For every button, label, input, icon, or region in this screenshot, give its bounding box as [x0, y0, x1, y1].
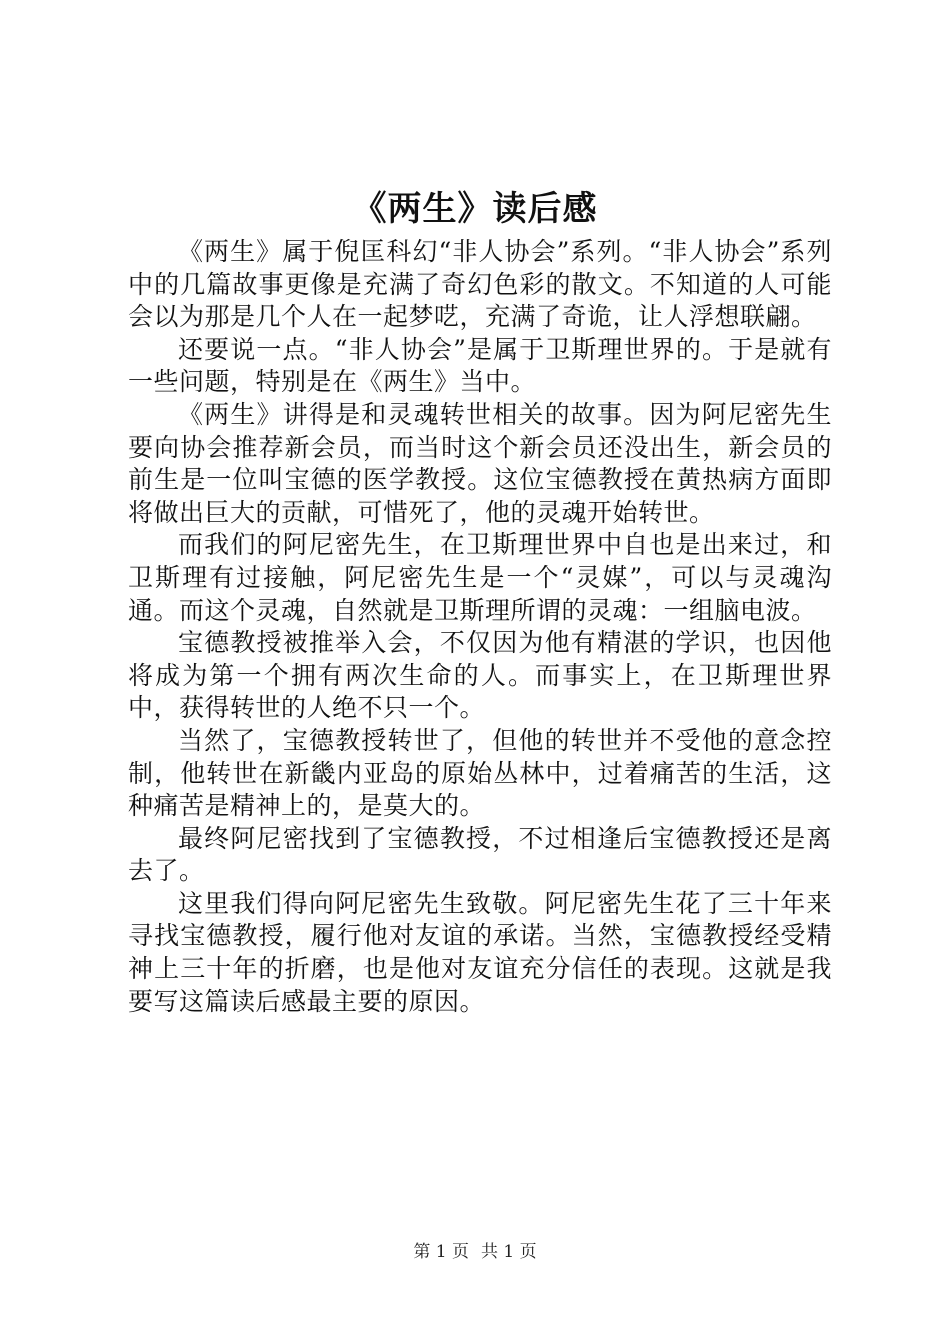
page-number: 第 1 页 [413, 1242, 469, 1262]
paragraph-8: 这里我们得向阿尼密先生致敬。阿尼密先生花了三十年来寻找宝德教授，履行他对友谊的承诺。当然，宝德教授经受精神上三十年的折磨，也是他对友谊充分信任的表现。这就是我要写这篇读后感最主要的原因。 [128, 888, 832, 1016]
paragraph-7: 最终阿尼密找到了宝德教授，不过相逢后宝德教授还是离去了。 [128, 823, 832, 886]
paragraph-4: 而我们的阿尼密先生，在卫斯理世界中自也是出来过，和卫斯理有过接触，阿尼密先生是一个“灵媒”，可以与灵魂沟通。而这个灵魂，自然就是卫斯理所谓的灵魂：一组脑电波。 [128, 530, 832, 625]
paragraph-5: 宝德教授被推举入会，不仅因为他有精湛的学识，也因他将成为第一个拥有两次生命的人。而事实上，在卫斯理世界中，获得转世的人绝不只一个。 [128, 628, 832, 723]
paragraph-1: 《两生》属于倪匡科幻“非人协会”系列。“非人协会”系列中的几篇故事更像是充满了奇幻色彩的散文。不知道的人可能会以为那是几个人在一起梦呓，充满了奇诡，让人浮想联翩。 [128, 237, 832, 332]
document-body [128, 236, 832, 1018]
paragraph-2: 还要说一点。“非人协会”是属于卫斯理世界的。于是就有一些问题，特别是在《两生》当中。 [128, 334, 832, 397]
paragraph-3: 《两生》讲得是和灵魂转世相关的故事。因为阿尼密先生要向协会推荐新会员，而当时这个新会员还没出生，新会员的前生是一位叫宝德的医学教授。这位宝德教授在黄热病方面即将做出巨大的贡献，可惜死了，他的灵魂开始转世。 [128, 399, 832, 527]
paragraph-6: 当然了，宝德教授转世了，但他的转世并不受他的意念控制，他转世在新畿内亚岛的原始丛林中，过着痛苦的生活，这种痛苦是精神上的，是莫大的。 [128, 725, 832, 821]
document-title: 《两生》读后感 [352, 189, 598, 229]
page-total: 共 1 页 [481, 1242, 537, 1262]
page-footer [0, 1240, 950, 1264]
